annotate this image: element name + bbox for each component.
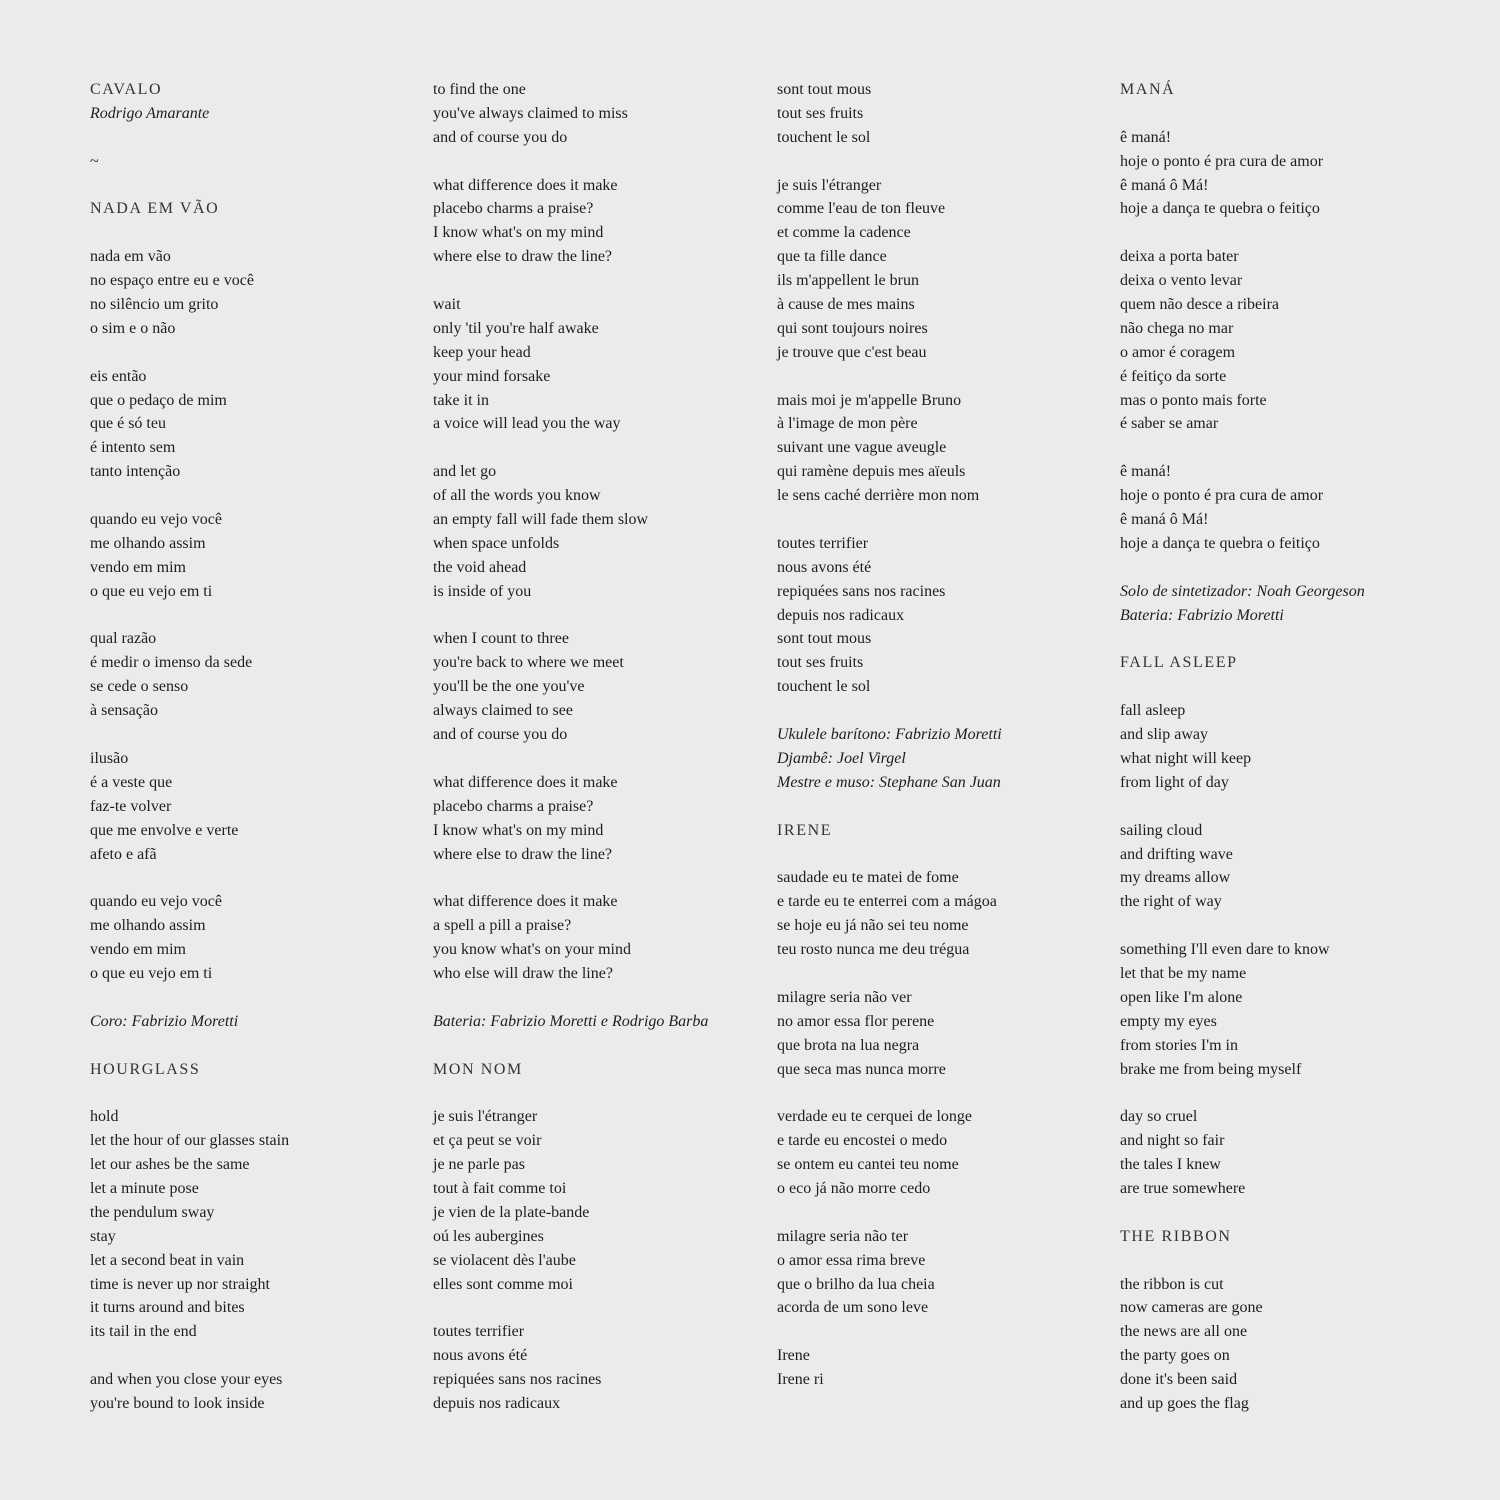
- lyric-line: [1120, 556, 1450, 580]
- lyric-line: o amor essa rima breve: [777, 1251, 926, 1269]
- song-title: CAVALO: [90, 81, 163, 98]
- lyric-line: from stories I'm in: [1120, 1036, 1238, 1054]
- lyric-line: o que eu vejo em ti: [90, 582, 213, 600]
- lyric-line: only 'til you're half awake: [433, 319, 599, 337]
- lyric-line: quando eu vejo você: [90, 511, 222, 529]
- lyric-line: when space unfolds: [433, 534, 560, 552]
- lyric-line: ê maná!: [1120, 463, 1172, 481]
- credit-line: Ukulele barítono: Fabrizio Moretti: [777, 726, 1002, 744]
- lyric-line: afeto e afã: [90, 845, 157, 863]
- lyric-line: toutes terrifier: [433, 1323, 525, 1341]
- lyric-line: à l'image de mon père: [777, 415, 918, 433]
- lyric-line: não chega no mar: [1120, 319, 1234, 337]
- lyric-line: [433, 436, 763, 460]
- lyric-line: done it's been said: [1120, 1371, 1238, 1389]
- credit-line: Solo de sintetizador: Noah Georgeson: [1120, 582, 1365, 600]
- lyric-line: when I count to three: [433, 630, 569, 648]
- lyric-line: sont tout mous: [777, 81, 872, 98]
- lyric-line: what difference does it make: [433, 176, 618, 194]
- lyric-line: let our ashes be the same: [90, 1156, 250, 1174]
- lyric-line: and night so fair: [1120, 1132, 1225, 1150]
- lyric-line: touchent le sol: [777, 128, 871, 146]
- lyric-line: who else will draw the line?: [433, 964, 613, 982]
- lyric-line: [1120, 221, 1450, 245]
- lyric-line: vendo em mim: [90, 558, 186, 576]
- lyric-line: o amor é coragem: [1120, 343, 1236, 361]
- lyric-line: always claimed to see: [433, 702, 573, 720]
- lyric-line: [433, 1081, 763, 1105]
- lyric-line: nada em vão: [90, 248, 171, 266]
- lyric-line: [90, 1344, 420, 1368]
- lyric-line: hoje o ponto é pra cura de amor: [1120, 152, 1324, 170]
- lyric-line: and of course you do: [433, 726, 568, 744]
- lyric-line: [777, 962, 1107, 986]
- lyric-line: Irene: [777, 1347, 810, 1365]
- lyric-line: é intento sem: [90, 439, 176, 457]
- lyric-line: faz-te volver: [90, 797, 172, 815]
- lyric-line: sont tout mous: [777, 630, 872, 648]
- lyric-line: é medir o imenso da sede: [90, 654, 253, 672]
- lyric-line: are true somewhere: [1120, 1179, 1246, 1197]
- lyric-line: que brota na lua negra: [777, 1036, 920, 1054]
- lyric-line: open like I'm alone: [1120, 988, 1243, 1006]
- lyric-line: and let go: [433, 463, 497, 481]
- credit-line: Mestre e muso: Stephane San Juan: [777, 773, 1001, 791]
- lyric-line: se violacent dès l'aube: [433, 1251, 576, 1269]
- lyric-line: [777, 699, 1107, 723]
- lyric-line: nous avons été: [433, 1347, 528, 1365]
- lyric-line: [433, 1296, 763, 1320]
- lyric-line: ilusão: [90, 749, 129, 767]
- lyric-line: [1120, 627, 1450, 651]
- lyric-line: qui ramène depuis mes aïeuls: [777, 463, 966, 481]
- lyric-line: the ribbon is cut: [1120, 1275, 1224, 1293]
- lyric-line: se hoje eu já não sei teu nome: [777, 917, 969, 935]
- lyric-line: where else to draw the line?: [433, 248, 613, 266]
- lyric-line: toutes terrifier: [777, 534, 869, 552]
- lyric-line: me olhando assim: [90, 534, 206, 552]
- lyric-line: oú les aubergines: [433, 1227, 544, 1245]
- lyric-line: mais moi je m'appelle Bruno: [777, 391, 962, 409]
- lyric-line: ~: [90, 152, 99, 170]
- lyric-line: je trouve que c'est beau: [777, 343, 927, 361]
- lyrics-column-1: [90, 78, 420, 1416]
- lyric-line: [433, 747, 763, 771]
- lyric-line: deixa o vento levar: [1120, 272, 1243, 290]
- lyric-line: I know what's on my mind: [433, 821, 604, 839]
- lyric-line: the pendulum sway: [90, 1203, 215, 1221]
- lyric-line: keep your head: [433, 343, 531, 361]
- lyric-line: [1120, 1201, 1450, 1225]
- lyric-line: the void ahead: [433, 558, 527, 576]
- lyric-line: je suis l'étranger: [433, 1108, 538, 1126]
- lyric-line: [90, 1034, 420, 1058]
- lyric-line: and when you close your eyes: [90, 1371, 283, 1389]
- lyric-line: wait: [433, 296, 461, 314]
- song-title: MANÁ: [1120, 81, 1176, 98]
- lyric-line: [90, 174, 420, 198]
- lyric-line: to find the one: [433, 81, 526, 98]
- lyric-line: é saber se amar: [1120, 415, 1219, 433]
- credit-line: Bateria: Fabrizio Moretti e Rodrigo Barba: [433, 1012, 709, 1030]
- lyric-line: [90, 341, 420, 365]
- lyric-line: ê maná!: [1120, 128, 1172, 146]
- lyric-line: time is never up nor straight: [90, 1275, 270, 1293]
- song-title: NADA EM VÃO: [90, 200, 220, 218]
- lyric-line: it turns around and bites: [90, 1299, 245, 1317]
- lyric-line: you know what's on your mind: [433, 941, 631, 959]
- lyric-line: brake me from being myself: [1120, 1060, 1302, 1078]
- lyric-line: of all the words you know: [433, 487, 601, 505]
- lyric-line: from light of day: [1120, 773, 1229, 791]
- lyric-line: you've always claimed to miss: [433, 104, 628, 122]
- song-title: IRENE: [777, 821, 833, 839]
- lyric-line: Irene ri: [777, 1371, 824, 1389]
- lyric-line: suivant une vague aveugle: [777, 439, 947, 457]
- lyric-line: [433, 150, 763, 174]
- lyric-line: je suis l'étranger: [777, 176, 882, 194]
- lyric-line: [1120, 1249, 1450, 1273]
- song-title: HOURGLASS: [90, 1060, 201, 1078]
- lyric-line: verdade eu te cerquei de longe: [777, 1108, 973, 1126]
- lyric-line: teu rosto nunca me deu trégua: [777, 941, 970, 959]
- lyrics-column-3: [777, 78, 1107, 1392]
- lyric-line: à cause de mes mains: [777, 296, 915, 314]
- lyric-line: tout ses fruits: [777, 104, 864, 122]
- lyric-line: depuis nos radicaux: [433, 1394, 561, 1412]
- lyric-line: [90, 1081, 420, 1105]
- lyric-line: se cede o senso: [90, 678, 189, 696]
- lyric-line: [1120, 102, 1450, 126]
- lyric-line: et ça peut se voir: [433, 1132, 542, 1150]
- lyric-line: touchent le sol: [777, 678, 871, 696]
- lyric-line: e tarde eu te enterrei com a mágoa: [777, 893, 997, 911]
- lyric-line: repiquées sans nos racines: [777, 582, 946, 600]
- lyric-line: [1120, 795, 1450, 819]
- lyric-line: and drifting wave: [1120, 845, 1233, 863]
- lyric-line: what difference does it make: [433, 773, 618, 791]
- lyric-line: the news are all one: [1120, 1323, 1248, 1341]
- lyric-line: no silêncio um grito: [90, 296, 219, 314]
- lyric-line: acorda de um sono leve: [777, 1299, 929, 1317]
- lyric-line: [777, 843, 1107, 867]
- lyric-line: its tail in the end: [90, 1323, 197, 1341]
- lyric-line: you'll be the one you've: [433, 678, 585, 696]
- lyric-line: no espaço entre eu e você: [90, 272, 254, 290]
- lyric-line: se ontem eu cantei teu nome: [777, 1156, 959, 1174]
- lyric-line: now cameras are gone: [1120, 1299, 1263, 1317]
- lyric-line: que é só teu: [90, 415, 166, 433]
- lyric-line: eis então: [90, 367, 147, 385]
- lyric-line: [433, 866, 763, 890]
- lyric-line: o que eu vejo em ti: [90, 964, 213, 982]
- lyric-line: placebo charms a praise?: [433, 797, 594, 815]
- lyric-line: é feitiço da sorte: [1120, 367, 1227, 385]
- lyric-line: [90, 723, 420, 747]
- lyrics-column-4: [1120, 78, 1450, 1416]
- lyric-line: [777, 150, 1107, 174]
- lyric-line: o sim e o não: [90, 319, 176, 337]
- lyric-line: milagre seria não ter: [777, 1227, 909, 1245]
- lyric-line: je ne parle pas: [433, 1156, 525, 1174]
- lyric-line: what difference does it make: [433, 893, 618, 911]
- lyric-line: [777, 508, 1107, 532]
- lyrics-column-2: [433, 78, 763, 1416]
- lyric-line: is inside of you: [433, 582, 532, 600]
- lyric-line: quem não desce a ribeira: [1120, 296, 1280, 314]
- lyric-line: sailing cloud: [1120, 821, 1203, 839]
- lyric-line: [777, 1320, 1107, 1344]
- lyric-line: the tales I knew: [1120, 1156, 1221, 1174]
- lyric-line: something I'll even dare to know: [1120, 941, 1330, 959]
- lyric-line: fall asleep: [1120, 702, 1186, 720]
- lyric-line: [1120, 1081, 1450, 1105]
- lyric-line: vendo em mim: [90, 941, 186, 959]
- lyric-line: [1120, 675, 1450, 699]
- lyric-line: [90, 604, 420, 628]
- lyric-line: the right of way: [1120, 893, 1222, 911]
- lyric-line: let a minute pose: [90, 1179, 199, 1197]
- song-title: THE RIBBON: [1120, 1227, 1232, 1245]
- song-title: FALL ASLEEP: [1120, 654, 1238, 672]
- lyric-line: [433, 986, 763, 1010]
- lyric-line: hoje a dança te quebra o feitiço: [1120, 534, 1320, 552]
- lyric-line: placebo charms a praise?: [433, 200, 594, 218]
- lyric-line: an empty fall will fade them slow: [433, 511, 649, 529]
- lyric-line: à sensação: [90, 702, 158, 720]
- lyric-line: et comme la cadence: [777, 224, 911, 242]
- lyric-line: [90, 484, 420, 508]
- lyric-line: a voice will lead you the way: [433, 415, 621, 433]
- lyric-line: tout ses fruits: [777, 654, 864, 672]
- lyric-line: je vien de la plate-bande: [433, 1203, 590, 1221]
- lyric-line: and up goes the flag: [1120, 1394, 1249, 1412]
- lyric-line: e tarde eu encostei o medo: [777, 1132, 948, 1150]
- lyric-line: saudade eu te matei de fome: [777, 869, 959, 887]
- lyric-line: my dreams allow: [1120, 869, 1231, 887]
- lyric-line: repiquées sans nos racines: [433, 1371, 602, 1389]
- lyric-line: hoje a dança te quebra o feitiço: [1120, 200, 1320, 218]
- lyric-line: I know what's on my mind: [433, 224, 604, 242]
- lyric-line: let that be my name: [1120, 964, 1247, 982]
- lyric-line: que o brilho da lua cheia: [777, 1275, 935, 1293]
- credit-line: Djambê: Joel Virgel: [777, 749, 906, 767]
- lyric-line: ê maná ô Má!: [1120, 176, 1209, 194]
- song-title: MON NOM: [433, 1060, 523, 1078]
- lyric-line: [777, 1081, 1107, 1105]
- lyric-line: deixa a porta bater: [1120, 248, 1239, 266]
- lyric-line: o eco já não morre cedo: [777, 1179, 931, 1197]
- lyric-line: que ta fille dance: [777, 248, 887, 266]
- lyric-line: [1120, 436, 1450, 460]
- lyric-line: let a second beat in vain: [90, 1251, 245, 1269]
- lyric-line: comme l'eau de ton fleuve: [777, 200, 946, 218]
- lyric-line: [777, 365, 1107, 389]
- lyric-line: day so cruel: [1120, 1108, 1198, 1126]
- lyric-line: [90, 986, 420, 1010]
- lyric-line: [777, 795, 1107, 819]
- lyric-line: [777, 1201, 1107, 1225]
- lyric-line: tout à fait comme toi: [433, 1179, 567, 1197]
- lyric-line: que me envolve e verte: [90, 821, 239, 839]
- credit-line: Coro: Fabrizio Moretti: [90, 1012, 239, 1030]
- lyric-line: where else to draw the line?: [433, 845, 613, 863]
- lyric-line: a spell a pill a praise?: [433, 917, 572, 935]
- lyric-line: qual razão: [90, 630, 157, 648]
- lyric-line: [90, 126, 420, 150]
- lyric-line: é a veste que: [90, 773, 173, 791]
- lyric-line: no amor essa flor perene: [777, 1012, 935, 1030]
- lyric-line: depuis nos radicaux: [777, 606, 905, 624]
- lyric-line: you're back to where we meet: [433, 654, 624, 672]
- lyric-line: [433, 1034, 763, 1058]
- lyric-line: nous avons été: [777, 558, 872, 576]
- lyric-line: hoje o ponto é pra cura de amor: [1120, 487, 1324, 505]
- lyric-line: qui sont toujours noires: [777, 319, 928, 337]
- lyric-line: [90, 866, 420, 890]
- lyric-line: you're bound to look inside: [90, 1394, 265, 1412]
- lyric-line: and slip away: [1120, 726, 1208, 744]
- lyric-line: [433, 604, 763, 628]
- lyric-line: tanto intenção: [90, 463, 181, 481]
- lyric-line: [1120, 914, 1450, 938]
- lyric-line: mas o ponto mais forte: [1120, 391, 1267, 409]
- lyric-line: elles sont comme moi: [433, 1275, 573, 1293]
- lyric-line: empty my eyes: [1120, 1012, 1217, 1030]
- lyric-line: ils m'appellent le brun: [777, 272, 919, 290]
- lyric-line: quando eu vejo você: [90, 893, 222, 911]
- lyric-line: hold: [90, 1108, 119, 1126]
- lyric-line: let the hour of our glasses stain: [90, 1132, 290, 1150]
- lyric-line: milagre seria não ver: [777, 988, 912, 1006]
- lyric-line: take it in: [433, 391, 489, 409]
- lyric-line: que seca mas nunca morre: [777, 1060, 946, 1078]
- lyric-line: [90, 221, 420, 245]
- lyric-line: and of course you do: [433, 128, 568, 146]
- lyric-line: [433, 269, 763, 293]
- lyric-line: the party goes on: [1120, 1347, 1230, 1365]
- lyric-line: stay: [90, 1227, 116, 1245]
- credit-line: Rodrigo Amarante: [90, 104, 210, 122]
- lyric-line: que o pedaço de mim: [90, 391, 227, 409]
- credit-line: Bateria: Fabrizio Moretti: [1120, 606, 1284, 624]
- lyric-line: ê maná ô Má!: [1120, 511, 1209, 529]
- lyric-line: le sens caché derrière mon nom: [777, 487, 980, 505]
- lyric-line: what night will keep: [1120, 749, 1252, 767]
- lyric-line: me olhando assim: [90, 917, 206, 935]
- lyric-line: your mind forsake: [433, 367, 551, 385]
